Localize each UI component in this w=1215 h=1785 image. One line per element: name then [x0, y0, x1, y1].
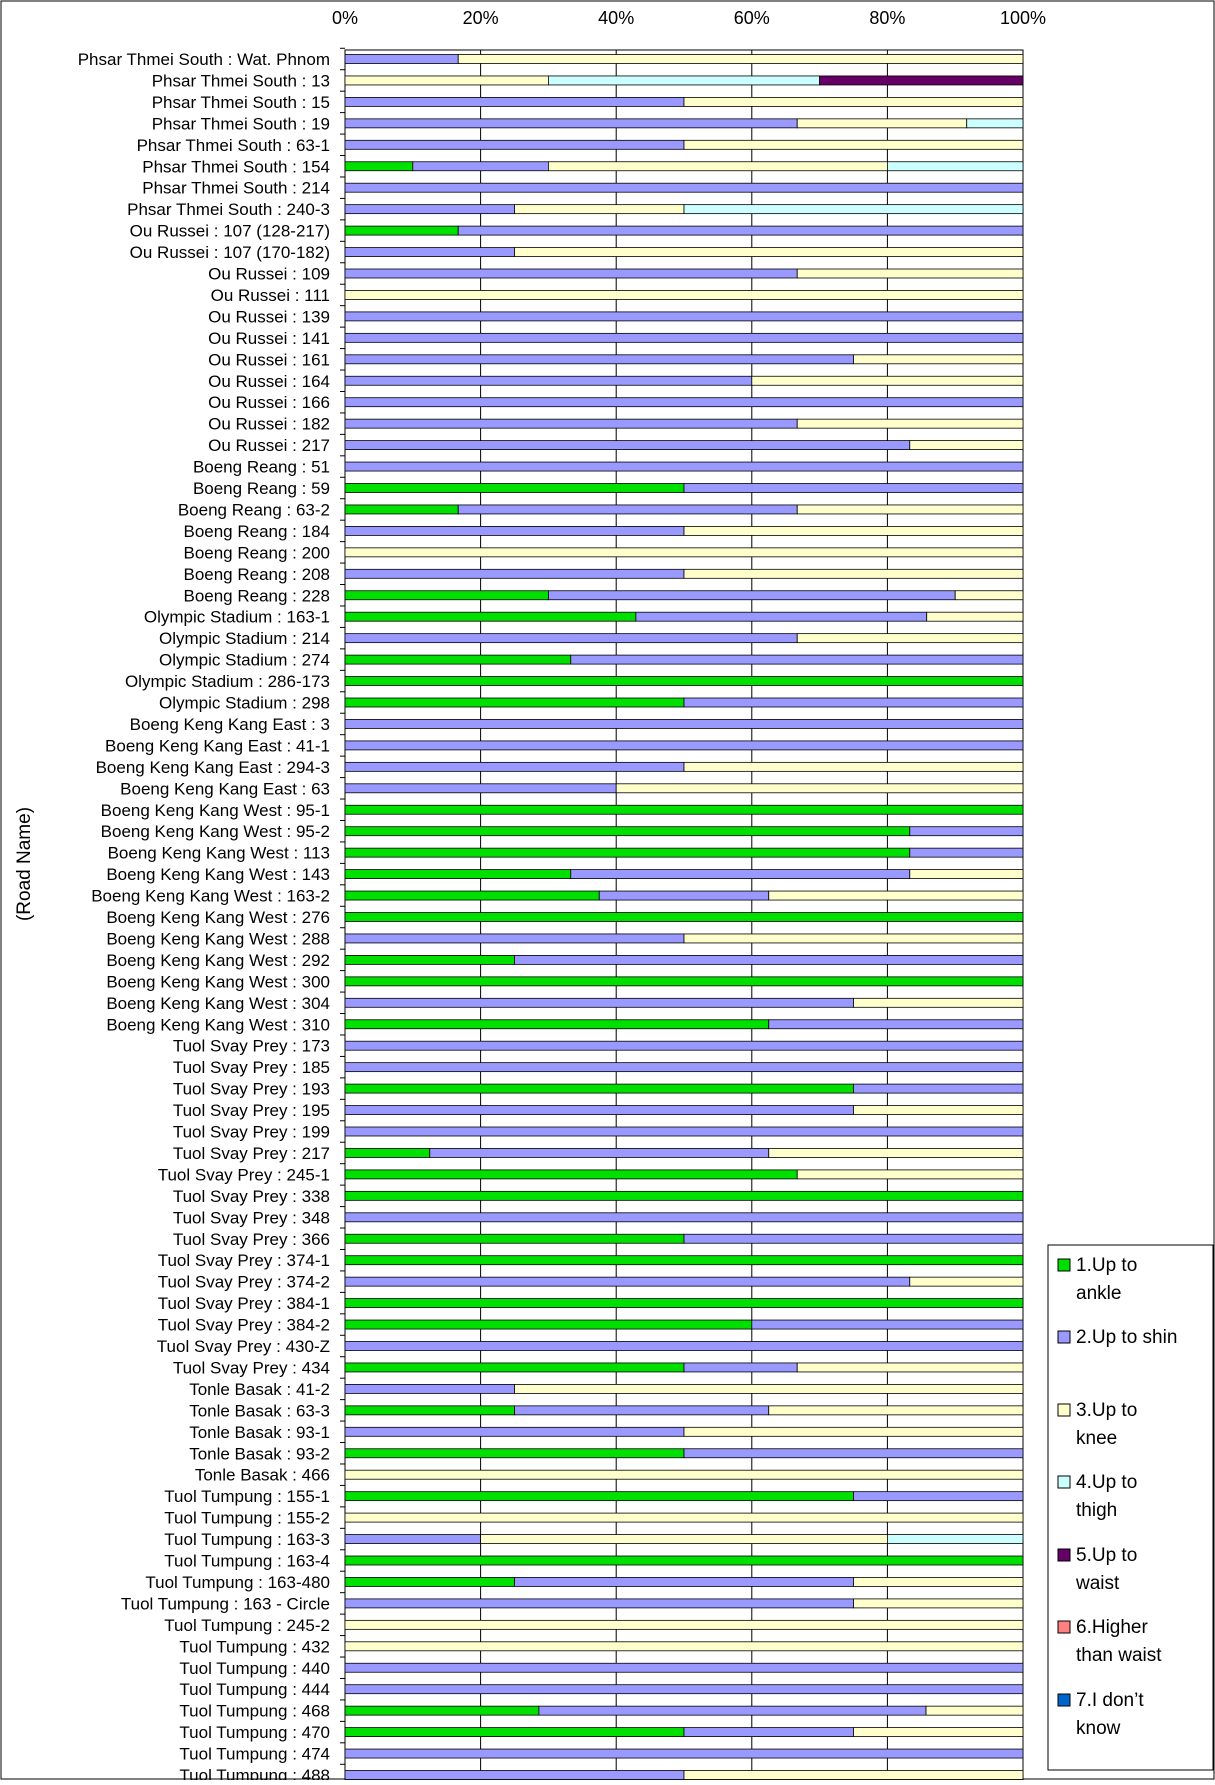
bar-segment: [345, 634, 797, 643]
bar-segment: [854, 1599, 1024, 1608]
category-label: Tuol Svay Prey : 366: [172, 1229, 330, 1249]
bar-segment: [345, 1299, 1023, 1308]
bar-segment: [345, 462, 1023, 471]
category-label: Tuol Svay Prey : 245-1: [157, 1165, 330, 1185]
x-tick-label: 60%: [733, 8, 770, 28]
bar-segment: [797, 634, 1023, 643]
category-label: Tuol Tumpung : 444: [179, 1680, 330, 1700]
category-label: Tuol Tumpung : 468: [179, 1701, 330, 1721]
category-label: Boeng Keng Kang East : 3: [129, 714, 330, 734]
category-label: Boeng Keng Kang West : 288: [106, 929, 330, 949]
bar-segment: [430, 1148, 769, 1157]
bar-segment: [345, 1363, 684, 1372]
category-label: Tuol Svay Prey : 430-Z: [156, 1337, 330, 1356]
bar-segment: [797, 419, 1023, 428]
category-label: Boeng Keng Kang West : 310: [106, 1015, 330, 1035]
category-label: Tuol Tumpung : 245-2: [164, 1615, 330, 1635]
bar-segment: [413, 162, 549, 171]
bar-segment: [345, 1470, 1023, 1479]
category-label: Tuol Tumpung : 163-3: [164, 1530, 330, 1550]
category-label: Boeng Reang : 184: [183, 521, 330, 541]
x-tick-label: 40%: [598, 8, 635, 28]
bar-segment: [854, 998, 1024, 1007]
bar-segment: [345, 1256, 1023, 1265]
category-label: Tuol Svay Prey : 384-1: [157, 1294, 330, 1314]
legend-label: 3.Up to: [1076, 1400, 1138, 1421]
bar-segment: [797, 1363, 1023, 1372]
bar-segment: [345, 1620, 1023, 1629]
bar-segment: [345, 97, 684, 106]
legend-label: knee: [1076, 1428, 1118, 1449]
category-label: Boeng Keng Kang West : 95-1: [100, 800, 330, 820]
bar-segment: [345, 870, 571, 879]
legend-label: thigh: [1076, 1500, 1118, 1521]
bar-segment: [797, 269, 1023, 278]
bar-segment: [684, 762, 1023, 771]
bar-segment: [345, 1492, 854, 1501]
bar-segment: [854, 1492, 1024, 1501]
bar-segment: [345, 183, 1023, 192]
category-label: Phsar Thmei South : 13: [151, 71, 330, 91]
x-tick-label: 100%: [999, 8, 1047, 28]
bar-segment: [345, 1685, 1023, 1694]
bar-segment: [539, 1706, 926, 1715]
category-label: Ou Russei : 107 (128-217): [129, 221, 330, 241]
category-label: Tonle Basak : 466: [194, 1465, 330, 1485]
category-label: Tuol Tumpung : 470: [179, 1723, 330, 1743]
category-label: Tonle Basak : 93-2: [189, 1444, 330, 1464]
bar-segment: [684, 1728, 854, 1737]
category-label: Boeng Keng Kang East : 294-3: [95, 757, 330, 777]
bar-segment: [955, 591, 1023, 600]
bar-segment: [458, 226, 1023, 235]
bar-segment: [684, 1363, 797, 1372]
bar-segment: [345, 612, 636, 621]
category-label: Phsar Thmei South : 19: [151, 114, 330, 134]
bar-segment: [345, 741, 1023, 750]
bar-segment: [345, 1663, 1023, 1672]
bar-segment: [887, 1535, 1023, 1544]
category-label: Tuol Svay Prey : 384-2: [157, 1315, 330, 1335]
legend: [1048, 1245, 1213, 1770]
bar-segment: [926, 1706, 1023, 1715]
bar-segment: [345, 977, 1023, 986]
bar-segment: [910, 1277, 1023, 1286]
bar-segment: [854, 1084, 1024, 1093]
bar-segment: [854, 1577, 1024, 1586]
bar-segment: [345, 1642, 1023, 1651]
bar-segment: [345, 934, 684, 943]
category-label: Phsar Thmei South : 214: [142, 178, 330, 198]
bar-segment: [345, 1020, 769, 1029]
bar-segment: [820, 76, 1023, 85]
bar-segment: [345, 1449, 684, 1458]
bar-segment: [515, 205, 685, 214]
bar-segment: [345, 827, 910, 836]
bar-segment: [636, 612, 927, 621]
bar-segment: [345, 548, 1023, 557]
bar-segment: [345, 1106, 854, 1115]
bar-segment: [345, 1728, 684, 1737]
category-label: Phsar Thmei South : 63-1: [136, 135, 330, 155]
x-tick-label: 20%: [462, 8, 499, 28]
category-label: Boeng Keng Kang West : 292: [106, 950, 330, 970]
category-label: Tuol Tumpung : 163-480: [145, 1572, 330, 1592]
bar-segment: [345, 398, 1023, 407]
bar-segment: [684, 698, 1023, 707]
bar-segment: [345, 419, 797, 428]
category-label: Ou Russei : 182: [208, 414, 330, 434]
bar-segment: [345, 1771, 684, 1780]
bar-segment: [345, 290, 1023, 299]
x-tick-label: 0%: [331, 8, 359, 28]
category-label: Boeng Keng Kang West : 304: [106, 993, 330, 1013]
legend-swatch: [1058, 1621, 1070, 1633]
bar-segment: [345, 1342, 1023, 1351]
bar-segment: [345, 1577, 515, 1586]
bar-segment: [345, 55, 458, 64]
category-label: Olympic Stadium : 163-1: [143, 607, 330, 627]
category-label: Ou Russei : 164: [208, 371, 330, 391]
bar-segment: [684, 1427, 1023, 1436]
bar-segment: [345, 205, 515, 214]
bar-segment: [345, 1320, 752, 1329]
bar-segment: [797, 119, 967, 128]
bar-segment: [345, 1599, 854, 1608]
bar-segment: [345, 226, 458, 235]
bar-segment: [910, 870, 1023, 879]
bar-segment: [345, 848, 910, 857]
category-label: Tuol Tumpung : 155-2: [164, 1508, 330, 1528]
category-label: Tuol Tumpung : 474: [179, 1744, 330, 1764]
bar-segment: [967, 119, 1023, 128]
category-label: Tuol Tumpung : 155-1: [164, 1487, 330, 1507]
bar-segment: [345, 1148, 430, 1157]
category-label: Ou Russei : 141: [208, 328, 330, 348]
bar-segment: [684, 934, 1023, 943]
bar-segment: [910, 848, 1023, 857]
category-label: Ou Russei : 161: [208, 350, 330, 370]
legend-label: 2.Up to shin: [1076, 1327, 1178, 1348]
legend-label: 4.Up to: [1076, 1472, 1138, 1493]
bar-segment: [345, 441, 910, 450]
category-label: Olympic Stadium : 286-173: [124, 672, 330, 692]
bar-segment: [345, 333, 1023, 342]
bar-segment: [345, 1213, 1023, 1222]
bar-segment: [345, 784, 616, 793]
category-label: Phsar Thmei South : Wat. Phnom: [77, 50, 330, 69]
bar-segment: [571, 655, 1023, 664]
bar-segment: [345, 526, 684, 535]
bar-segment: [345, 1427, 684, 1436]
bar-segment: [345, 1406, 515, 1415]
bar-segment: [927, 612, 1023, 621]
bar-segment: [797, 1170, 1023, 1179]
category-label: Tuol Svay Prey : 434: [172, 1358, 330, 1378]
legend-label: 7.I don’t: [1076, 1690, 1144, 1711]
bar-segment: [345, 805, 1023, 814]
bar-segment: [769, 1406, 1023, 1415]
bar-segment: [854, 1728, 1024, 1737]
bar-segment: [345, 140, 684, 149]
category-label: Phsar Thmei South : 154: [142, 157, 330, 177]
category-label: Tuol Svay Prey : 173: [172, 1036, 330, 1056]
bar-segment: [571, 870, 910, 879]
category-label: Boeng Keng Kang West : 95-2: [100, 822, 330, 842]
legend-swatch: [1058, 1476, 1070, 1488]
category-label: Boeng Reang : 200: [183, 543, 330, 563]
bar-segment: [345, 655, 571, 664]
bar-segment: [345, 698, 684, 707]
category-label: Olympic Stadium : 214: [158, 629, 330, 649]
category-label: Tuol Tumpung : 440: [179, 1658, 330, 1678]
category-label: Tonle Basak : 41-2: [189, 1379, 330, 1399]
bar-segment: [769, 1148, 1023, 1157]
category-label: Boeng Reang : 51: [192, 457, 330, 477]
category-label: Tuol Svay Prey : 185: [172, 1058, 330, 1078]
bar-segment: [345, 719, 1023, 728]
category-label: Tuol Tumpung : 163 - Circle: [120, 1594, 330, 1614]
bar-segment: [345, 1384, 515, 1393]
bar-segment: [345, 312, 1023, 321]
category-label: Tuol Svay Prey : 348: [172, 1208, 330, 1228]
category-label: Boeng Reang : 208: [183, 564, 330, 584]
legend-label: ankle: [1076, 1283, 1122, 1304]
bar-segment: [548, 76, 819, 85]
y-axis-title: (Road Name): [14, 806, 35, 922]
category-label: Tuol Svay Prey : 338: [172, 1186, 330, 1206]
category-label: Boeng Keng Kang West : 276: [106, 908, 330, 927]
legend-label: than waist: [1076, 1645, 1162, 1666]
bar-segment: [345, 1234, 684, 1243]
category-label: Tuol Svay Prey : 374-1: [157, 1251, 330, 1271]
bar-segment: [345, 1041, 1023, 1050]
x-tick-label: 80%: [869, 8, 906, 28]
bar-segment: [345, 505, 458, 514]
bar-segment: [458, 505, 797, 514]
bar-segment: [548, 162, 887, 171]
bar-segment: [345, 913, 1023, 922]
bar-segment: [345, 955, 515, 964]
bar-segment: [458, 55, 1023, 64]
legend-label: 6.Higher: [1076, 1617, 1148, 1638]
bar-segment: [345, 119, 797, 128]
category-label: Ou Russei : 111: [210, 285, 330, 305]
category-label: Boeng Keng Kang East : 41-1: [105, 736, 330, 756]
bar-segment: [345, 762, 684, 771]
bar-segment: [345, 248, 515, 257]
bar-segment: [345, 1556, 1023, 1565]
category-label: Boeng Keng Kang West : 300: [106, 972, 330, 992]
bar-segment: [345, 269, 797, 278]
legend-swatch: [1058, 1549, 1070, 1561]
bar-segment: [345, 1277, 910, 1286]
bar-segment: [345, 891, 599, 900]
bar-segment: [345, 1535, 481, 1544]
bar-segment: [854, 355, 1024, 364]
bar-segment: [345, 1749, 1023, 1758]
category-label: Boeng Keng Kang East : 63: [120, 779, 330, 799]
bar-segment: [548, 591, 955, 600]
bar-segment: [515, 955, 1024, 964]
bar-segment: [599, 891, 769, 900]
category-label: Tuol Svay Prey : 195: [172, 1101, 330, 1121]
bar-segment: [481, 1535, 888, 1544]
bar-segment: [345, 1513, 1023, 1522]
bar-segment: [345, 162, 413, 171]
category-label: Tuol Tumpung : 488: [179, 1766, 330, 1780]
bar-segment: [752, 376, 1023, 385]
bar-segment: [345, 677, 1023, 686]
category-label: Tonle Basak : 93-1: [189, 1422, 330, 1442]
bar-segment: [345, 355, 854, 364]
bar-segment: [515, 1577, 854, 1586]
category-label: Tuol Svay Prey : 199: [172, 1122, 330, 1142]
bar-segment: [345, 1084, 854, 1093]
bar-segment: [345, 484, 684, 493]
bar-segment: [345, 998, 854, 1007]
legend-swatch: [1058, 1404, 1070, 1416]
bar-segment: [345, 1191, 1023, 1200]
bar-segment: [616, 784, 1023, 793]
bar-segment: [345, 591, 548, 600]
category-label: Tonle Basak : 63-3: [189, 1401, 330, 1421]
bar-segment: [345, 376, 752, 385]
category-label: Tuol Tumpung : 432: [179, 1637, 330, 1657]
category-label: Olympic Stadium : 274: [158, 650, 330, 670]
bar-segment: [684, 1234, 1023, 1243]
legend-label: know: [1076, 1718, 1121, 1739]
category-label: Tuol Svay Prey : 374-2: [157, 1272, 330, 1292]
category-label: Boeng Reang : 59: [192, 479, 330, 498]
category-label: Tuol Svay Prey : 193: [172, 1079, 330, 1099]
bar-segment: [684, 1449, 1023, 1458]
bar-segment: [345, 1170, 797, 1179]
bar-segment: [684, 205, 1023, 214]
bar-segment: [854, 1106, 1024, 1115]
bar-segment: [684, 97, 1023, 106]
legend-swatch: [1058, 1259, 1070, 1271]
bar-segment: [515, 248, 1024, 257]
bar-segment: [887, 162, 1023, 171]
category-label: Boeng Reang : 228: [183, 586, 330, 606]
legend-swatch: [1058, 1331, 1070, 1343]
bar-segment: [345, 76, 548, 85]
category-label: Ou Russei : 109: [208, 264, 330, 284]
bar-segment: [797, 505, 1023, 514]
legend-label: 1.Up to: [1076, 1255, 1138, 1276]
bar-segment: [910, 441, 1023, 450]
category-label: Ou Russei : 166: [208, 393, 330, 413]
bar-segment: [752, 1320, 1023, 1329]
category-label: Tuol Tumpung : 163-4: [164, 1551, 330, 1571]
category-label: Boeng Reang : 63-2: [177, 500, 330, 520]
category-label: Olympic Stadium : 298: [158, 693, 330, 713]
category-label: Boeng Keng Kang West : 163-2: [91, 886, 330, 906]
bar-segment: [515, 1384, 1024, 1393]
legend-label: waist: [1076, 1573, 1120, 1594]
bar-segment: [684, 484, 1023, 493]
legend-swatch: [1058, 1694, 1070, 1706]
bar-segment: [684, 140, 1023, 149]
bar-segment: [769, 891, 1023, 900]
bar-segment: [345, 569, 684, 578]
bar-segment: [684, 1771, 1023, 1780]
category-label: Phsar Thmei South : 15: [151, 92, 330, 112]
bar-segment: [345, 1706, 539, 1715]
bar-segment: [345, 1127, 1023, 1136]
bar-segment: [684, 526, 1023, 535]
category-label: Ou Russei : 217: [208, 436, 330, 456]
category-label: Boeng Keng Kang West : 113: [107, 843, 330, 863]
bar-segment: [910, 827, 1023, 836]
category-label: Tuol Svay Prey : 217: [172, 1143, 330, 1163]
category-label: Ou Russei : 107 (170-182): [129, 243, 330, 263]
bar-segment: [345, 1063, 1023, 1072]
bar-segment: [515, 1406, 769, 1415]
category-label: Phsar Thmei South : 240-3: [127, 200, 330, 220]
bars: [345, 55, 1023, 1780]
category-label: Ou Russei : 139: [208, 307, 330, 327]
bar-segment: [769, 1020, 1023, 1029]
bar-segment: [684, 569, 1023, 578]
category-label: Boeng Keng Kang West : 143: [106, 865, 330, 885]
legend-label: 5.Up to: [1076, 1545, 1138, 1566]
